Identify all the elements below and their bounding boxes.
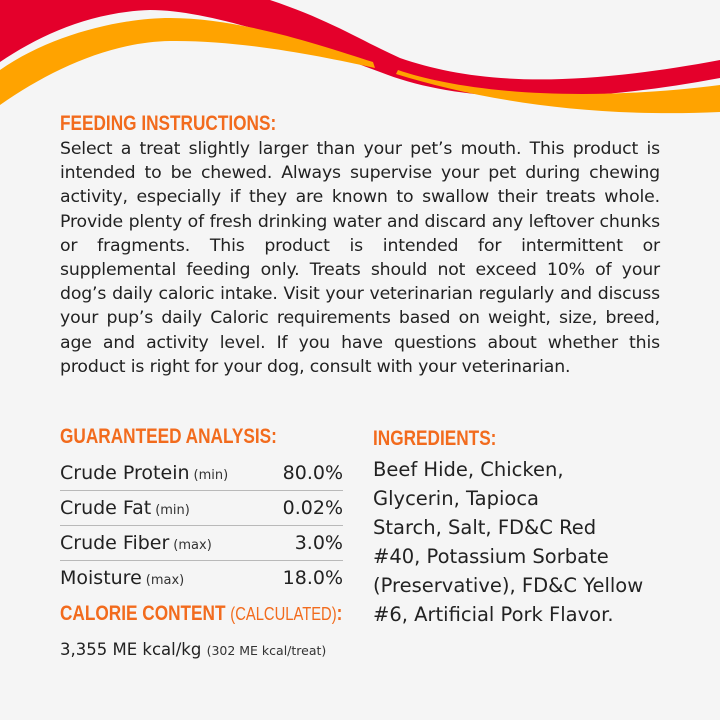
decorative-wave-banner — [0, 0, 720, 120]
nutrient-label — [60, 561, 184, 598]
feeding-instructions-text: Select a treat slightly larger than your pet’s mouth. This product is intended to be chewed. Always supervise your pet during chewing activity, especially if they are known to swallow their treats whole. Provide plenty of fresh drinking water and discard any leftover chunks or fragments. This product is intended for intermittent or supplemental feeding only. Treats should not exceed 10% of your dog’s daily caloric intake. Visit your veterinarian regularly and discuss your pup’s daily Caloric requirements based on weight, size, breed, age and activity level. If you have questions about whether this product is right for your dog, consult with your veterinarian. — [60, 139, 660, 377]
nutrient-label — [60, 491, 190, 528]
nutrient-name: Moisture — [60, 567, 142, 589]
nutrient-value: 0.02% — [282, 497, 343, 519]
nutrient-qualifier: (max) — [173, 538, 212, 553]
guaranteed-analysis-heading: GUARANTEED ANALYSIS: — [60, 425, 277, 448]
ingredients-line: #40, Potassium Sorbate — [373, 545, 609, 568]
ingredients-list — [373, 455, 673, 629]
analysis-row-crude-fat — [60, 491, 343, 526]
analysis-row-crude-protein — [60, 456, 343, 491]
calorie-content-value — [60, 640, 326, 659]
nutrient-value: 80.0% — [282, 462, 343, 484]
nutrient-name: Crude Fiber — [60, 532, 170, 554]
nutrient-qualifier: (min) — [155, 503, 190, 518]
calorie-title-text: CALORIE CONTENT — [60, 602, 226, 625]
calorie-qualifier: (CALCULATED) — [230, 604, 337, 624]
nutrient-qualifier: (max) — [145, 573, 185, 588]
analysis-row-moisture — [60, 561, 343, 595]
feeding-instructions-heading: FEEDING INSTRUCTIONS: — [60, 112, 277, 135]
guaranteed-analysis-table — [60, 456, 343, 595]
ingredients-line: Glycerin, Tapioca — [373, 487, 540, 510]
nutrient-value: 3.0% — [294, 532, 343, 554]
calorie-colon: : — [336, 602, 343, 625]
ingredients-heading: INGREDIENTS: — [373, 427, 497, 450]
nutrient-name: Crude Fat — [60, 497, 152, 519]
ingredients-line: #6, Artificial Pork Flavor. — [373, 603, 614, 626]
calorie-per-kg: 3,355 ME kcal/kg — [60, 640, 202, 659]
ingredients-line: Starch, Salt, FD&C Red — [373, 516, 597, 539]
calorie-content-heading — [60, 602, 342, 626]
ingredients-line: (Preservative), FD&C Yellow — [373, 574, 644, 597]
analysis-row-crude-fiber — [60, 526, 343, 561]
nutrient-value: 18.0% — [282, 567, 343, 589]
nutrient-qualifier: (min) — [193, 468, 229, 483]
nutrient-label — [60, 456, 228, 493]
nutrient-name: Crude Protein — [60, 462, 190, 484]
nutrient-label — [60, 526, 212, 563]
ingredients-line: Beef Hide, Chicken, — [373, 458, 564, 481]
calorie-per-treat: (302 ME kcal/treat) — [206, 643, 327, 658]
